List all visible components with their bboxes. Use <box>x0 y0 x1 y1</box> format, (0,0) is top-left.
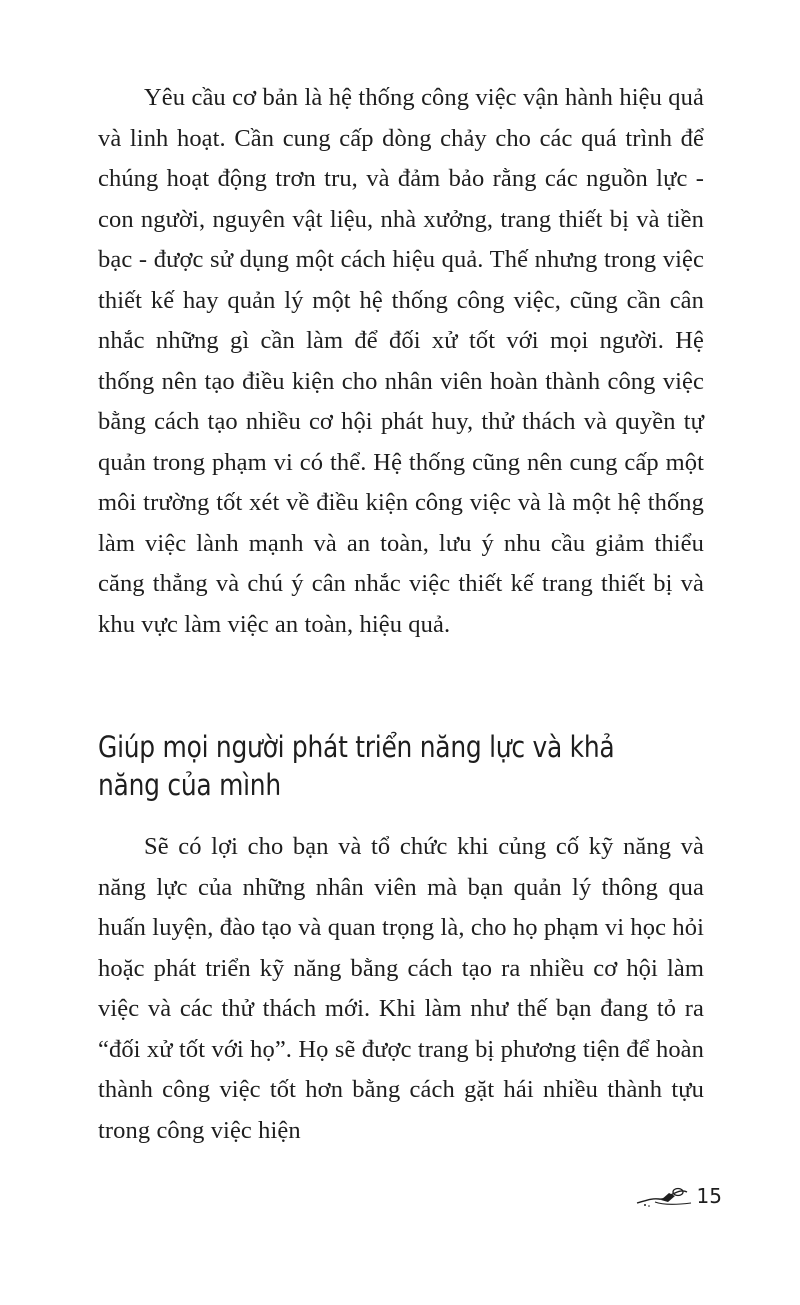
section-heading: Giúp mọi người phát triển năng lực và khả năng của mình <box>98 730 615 802</box>
body-paragraph-work-system: Yêu cầu cơ bản là hệ thống công việc vận hành hiệu quả và linh hoạt. Cần cung cấp dòng chảy cho các quá trình để chúng hoạt động trơn tru, và đảm bảo rằng các nguồn lực - con người, nguyên vật liệu, nhà xưởng, trang thiết bị và tiền bạc - được sử dụng một cách hiệu quả. Thế nhưng trong việc thiết kế hay quản lý một hệ thống công việc, cũng cần cân nhắc những gì cần làm để đối xử tốt với mọi người. Hệ thống nên tạo điều kiện cho nhân viên hoàn thành công việc bằng cách tạo nhiều cơ hội phát huy, thử thách và quyền tự quản trong phạm vi có thể. Hệ thống cũng nên cung cấp một môi trường tốt xét về điều kiện công việc và là một hệ thống làm việc lành mạnh và an toàn, lưu ý nhu cầu giảm thiểu căng thẳng và chú ý cân nhắc việc thiết kế trang thiết bị và khu vực làm việc an toàn, hiệu quả. <box>98 84 704 638</box>
body-paragraph-develop-skills: Sẽ có lợi cho bạn và tổ chức khi củng cố kỹ năng và năng lực của những nhân viên mà bạn quản lý thông qua huấn luyện, đào tạo và quan trọng là, cho họ phạm vi học hỏi hoặc phát triển kỹ năng bằng cách tạo ra nhiều cơ hội làm việc và các thử thách mới. Khi làm như thế bạn đang tỏ ra “đối xử tốt với họ”. Họ sẽ được trang bị phương tiện để hoàn thành công việc tốt hơn bằng cách gặt hái nhiều thành tựu trong công việc hiện <box>98 833 704 1144</box>
page-number: 15 <box>696 1184 722 1208</box>
pen-nib-flourish-icon <box>635 1181 693 1211</box>
page-footer <box>635 1181 722 1211</box>
